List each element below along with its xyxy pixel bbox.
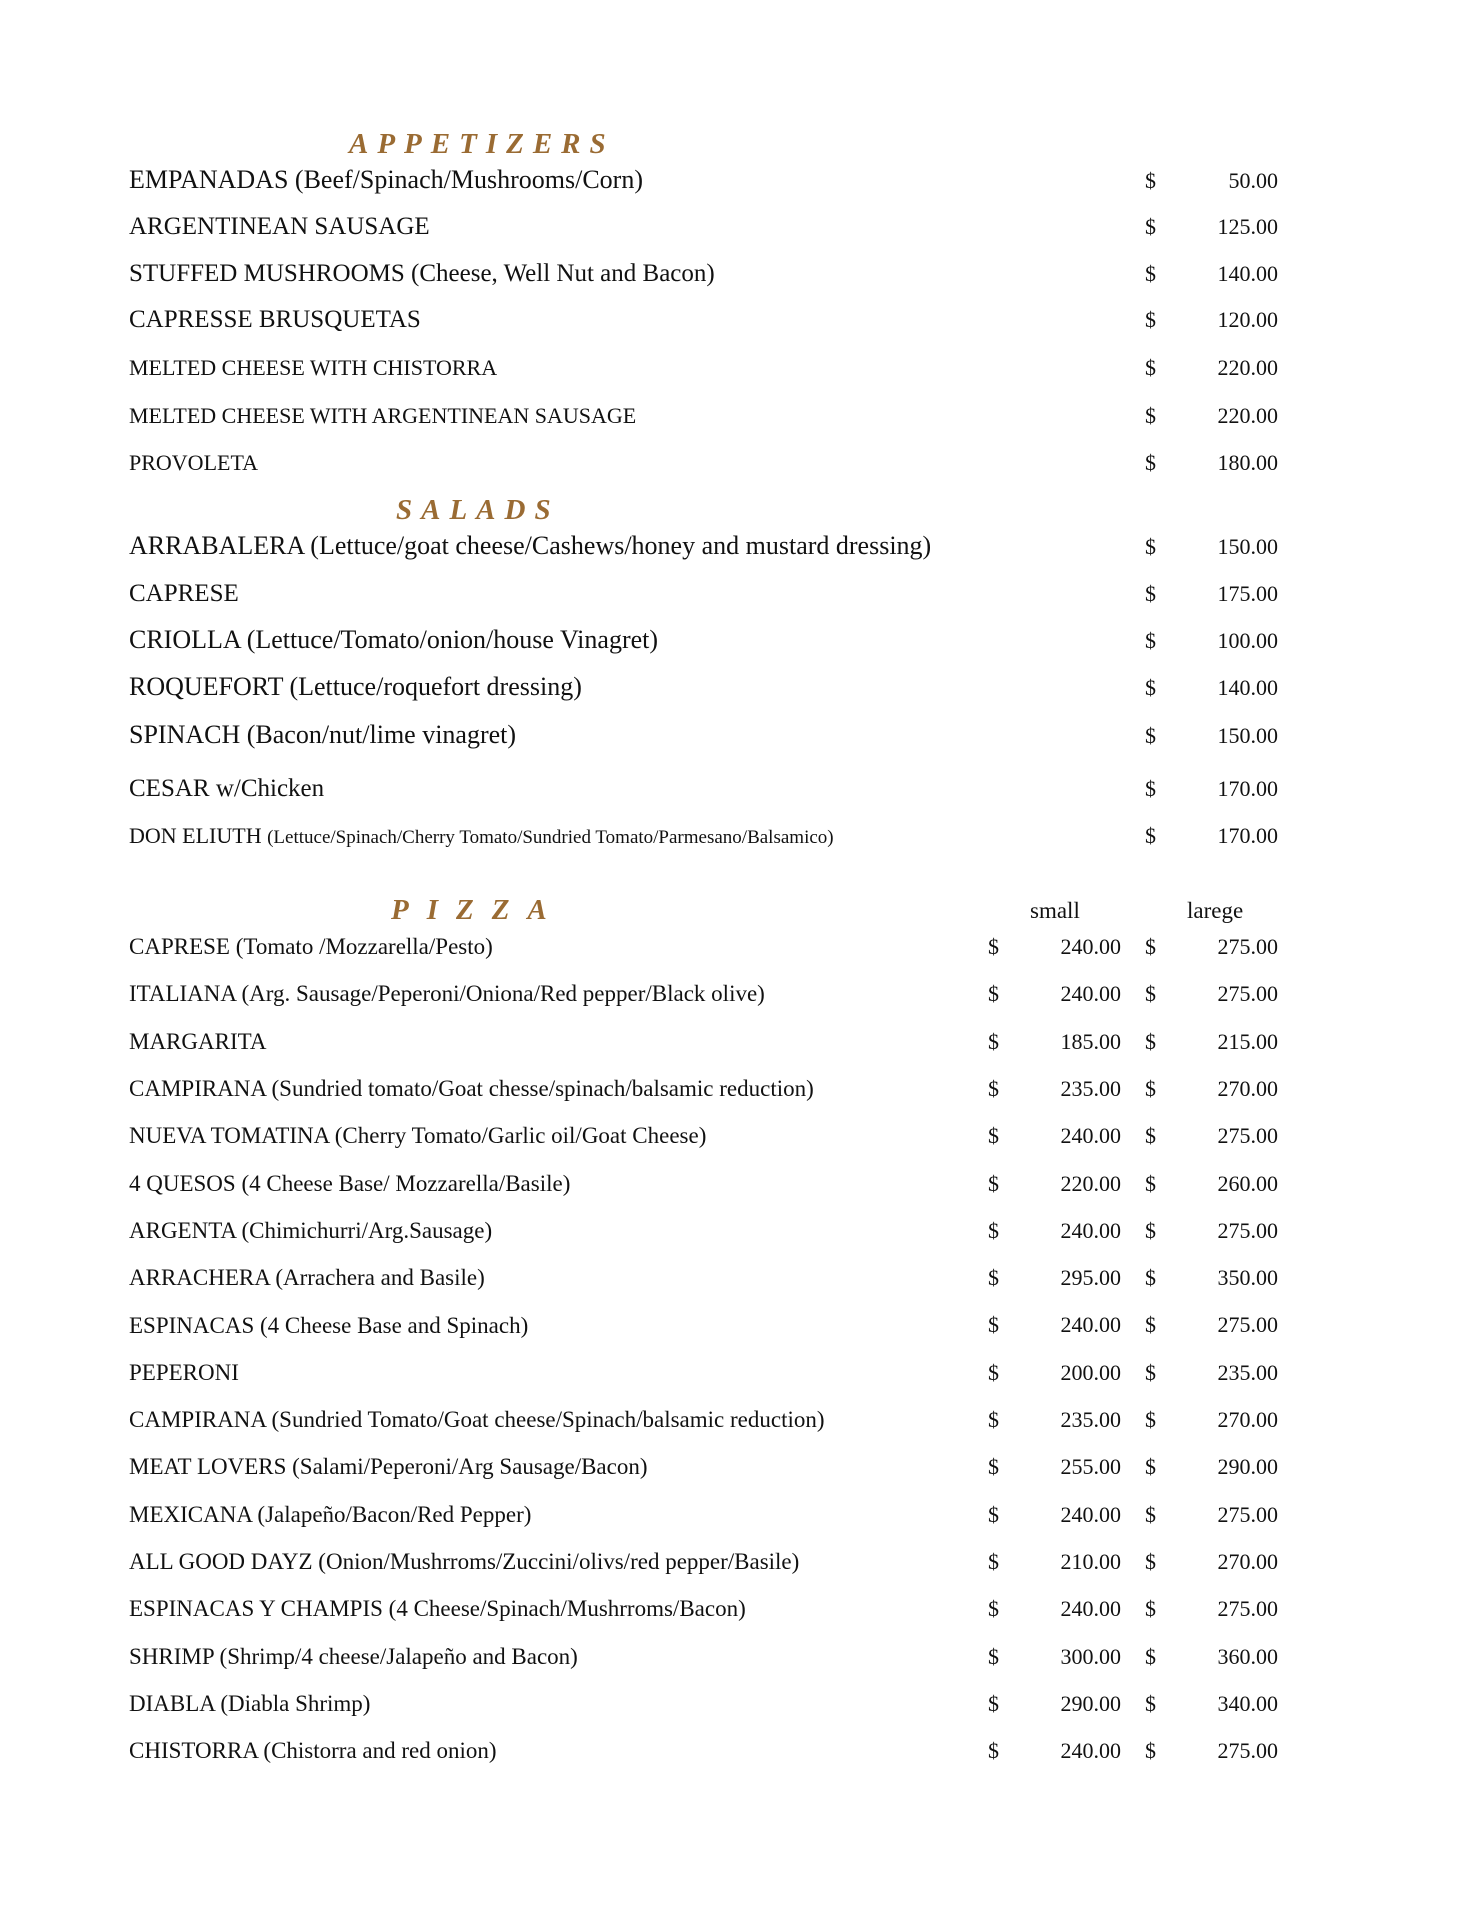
pizza-large-price: 275.00: [1217, 934, 1278, 959]
item-price: 220.00: [1217, 403, 1278, 428]
pizza-item-name: ITALIANA (Arg. Sausage/Peperoni/Oniona/Red pepper/Black olive): [129, 981, 765, 1007]
menu-item-name: [129, 822, 834, 848]
menu-item-name: MELTED CHEESE WITH ARGENTINEAN SAUSAGE: [129, 402, 637, 428]
pizza-large-price: 275.00: [1217, 1501, 1278, 1527]
currency-symbol: $: [988, 1028, 999, 1054]
menu-item-name: CAPRESE: [129, 579, 239, 607]
currency-symbol: $: [1145, 1312, 1156, 1338]
menu-item-name: PROVOLETA: [129, 449, 259, 475]
pizza-item-name: NUEVA TOMATINA (Cherry Tomato/Garlic oil/Goat Cheese): [129, 1123, 707, 1149]
currency-symbol: $: [1145, 1643, 1156, 1669]
currency-symbol: $: [1145, 1548, 1156, 1574]
pizza-item-name: MARGARITA: [129, 1028, 267, 1054]
currency-symbol: $: [1145, 1454, 1156, 1480]
salads-heading: SALADS: [396, 494, 560, 526]
menu-item-name: STUFFED MUSHROOMS (Cheese, Well Nut and Bacon): [129, 259, 715, 287]
currency-symbol: $: [988, 1454, 999, 1480]
currency-symbol: $: [988, 1170, 999, 1196]
currency-symbol: $: [1145, 1501, 1156, 1527]
pizza-small-price: 240.00: [1060, 1217, 1121, 1243]
pizza-item-name: CHISTORRA (Chistorra and red onion): [129, 1738, 497, 1764]
currency-symbol: $: [1145, 1359, 1156, 1385]
pizza-large-price: 270.00: [1217, 1075, 1278, 1101]
pizza-col-small: small: [1030, 898, 1080, 923]
menu-item-name: MELTED CHEESE WITH CHISTORRA: [129, 354, 498, 380]
menu-item-description: (Lettuce/Spinach/Cherry Tomato/Sundried Tomato/Parmesano/Balsamico): [267, 826, 834, 848]
item-price: 120.00: [1217, 307, 1278, 332]
item-price: 175.00: [1217, 581, 1278, 606]
currency-symbol: $: [1145, 1217, 1156, 1243]
pizza-large-price: 235.00: [1217, 1359, 1278, 1385]
currency-symbol: $: [1145, 1265, 1156, 1291]
pizza-small-price: 295.00: [1060, 1265, 1121, 1291]
pizza-small-price: 185.00: [1060, 1028, 1121, 1054]
currency-symbol: $: [1145, 1028, 1156, 1054]
pizza-large-price: 270.00: [1217, 1407, 1278, 1432]
pizza-item-name: PEPERONI: [129, 1359, 239, 1385]
menu-item-name: CAPRESSE BRUSQUETAS: [129, 305, 421, 333]
appetizers-heading: APPETIZERS: [349, 128, 615, 160]
currency-symbol: $: [1145, 1738, 1156, 1764]
menu-item-name: CRIOLLA (Lettuce/Tomato/onion/house Vinagret): [129, 624, 659, 654]
pizza-large-price: 340.00: [1217, 1690, 1278, 1716]
pizza-small-price: 240.00: [1060, 1501, 1121, 1527]
menu-item-name: ROQUEFORT (Lettuce/roquefort dressing): [129, 671, 582, 701]
pizza-large-price: 275.00: [1217, 1217, 1278, 1243]
pizza-small-price: 200.00: [1060, 1359, 1121, 1385]
pizza-item-name: ESPINACAS (4 Cheese Base and Spinach): [129, 1312, 529, 1338]
pizza-item-name: CAMPIRANA (Sundried Tomato/Goat cheese/Spinach/balsamic reduction): [129, 1407, 825, 1433]
currency-symbol: $: [1145, 534, 1156, 559]
pizza-item-name: ESPINACAS Y CHAMPIS (4 Cheese/Spinach/Mushrroms/Bacon): [129, 1596, 746, 1622]
currency-symbol: $: [988, 981, 999, 1007]
pizza-large-price: 275.00: [1217, 1312, 1278, 1338]
currency-symbol: $: [988, 1123, 999, 1149]
pizza-small-price: 240.00: [1060, 1738, 1121, 1764]
pizza-col-large: larege: [1187, 898, 1244, 923]
pizza-item-name: ALL GOOD DAYZ (Onion/Mushrroms/Zuccini/olivs/red pepper/Basile): [129, 1549, 800, 1575]
pizza-small-price: 300.00: [1060, 1643, 1121, 1669]
menu-item-name: ARGENTINEAN SAUSAGE: [129, 212, 430, 240]
pizza-large-price: 290.00: [1217, 1454, 1278, 1480]
currency-symbol: $: [988, 1596, 999, 1622]
pizza-small-price: 255.00: [1060, 1454, 1121, 1480]
item-price: 100.00: [1217, 628, 1278, 653]
currency-symbol: $: [1145, 1407, 1156, 1432]
pizza-small-price: 210.00: [1060, 1548, 1121, 1574]
pizza-large-price: 215.00: [1217, 1028, 1278, 1054]
pizza-small-price: 240.00: [1060, 934, 1121, 959]
currency-symbol: $: [988, 934, 999, 959]
item-price: 180.00: [1217, 450, 1278, 475]
item-price: 140.00: [1217, 675, 1278, 700]
currency-symbol: $: [1145, 823, 1156, 848]
currency-symbol: $: [1145, 1170, 1156, 1196]
pizza-item-name: 4 QUESOS (4 Cheese Base/ Mozzarella/Basile): [129, 1170, 571, 1196]
pizza-large-price: 260.00: [1217, 1170, 1278, 1196]
pizza-item-name: DIABLA (Diabla Shrimp): [129, 1690, 371, 1716]
currency-symbol: $: [1145, 628, 1156, 653]
item-price: 50.00: [1228, 168, 1278, 193]
currency-symbol: $: [988, 1548, 999, 1574]
currency-symbol: $: [988, 1501, 999, 1527]
currency-symbol: $: [1145, 1123, 1156, 1149]
currency-symbol: $: [988, 1690, 999, 1716]
pizza-large-price: 350.00: [1217, 1265, 1278, 1291]
pizza-large-price: 275.00: [1217, 1596, 1278, 1622]
pizza-large-price: 275.00: [1217, 1738, 1278, 1764]
pizza-large-price: 360.00: [1217, 1643, 1278, 1669]
pizza-small-price: 240.00: [1060, 1596, 1121, 1622]
currency-symbol: $: [1145, 355, 1156, 380]
currency-symbol: $: [1145, 723, 1156, 748]
pizza-item-name: SHRIMP (Shrimp/4 cheese/Jalapeño and Bacon): [129, 1643, 578, 1669]
currency-symbol: $: [988, 1643, 999, 1669]
menu-item-name: SPINACH (Bacon/nut/lime vinagret): [129, 719, 517, 749]
item-price: 170.00: [1217, 823, 1278, 848]
currency-symbol: $: [1145, 675, 1156, 700]
currency-symbol: $: [1145, 581, 1156, 606]
currency-symbol: $: [1145, 934, 1156, 959]
pizza-small-price: 235.00: [1060, 1407, 1121, 1432]
pizza-large-price: 275.00: [1217, 1123, 1278, 1149]
pizza-item-name: CAMPIRANA (Sundried tomato/Goat chesse/spinach/balsamic reduction): [129, 1076, 814, 1102]
menu-item-title: DON ELIUTH: [129, 822, 262, 848]
currency-symbol: $: [1145, 981, 1156, 1007]
menu-item-name: CESAR w/Chicken: [129, 774, 325, 802]
pizza-small-price: 235.00: [1060, 1075, 1121, 1101]
pizza-small-price: 220.00: [1060, 1170, 1121, 1196]
pizza-item-name: ARGENTA (Chimichurri/Arg.Sausage): [129, 1217, 493, 1243]
currency-symbol: $: [1145, 450, 1156, 475]
currency-symbol: $: [1145, 1690, 1156, 1716]
item-price: 150.00: [1217, 534, 1278, 559]
pizza-large-price: 275.00: [1217, 981, 1278, 1007]
item-price: 170.00: [1217, 776, 1278, 801]
currency-symbol: $: [988, 1312, 999, 1338]
currency-symbol: $: [988, 1359, 999, 1385]
pizza-item-name: MEAT LOVERS (Salami/Peperoni/Arg Sausage/Bacon): [129, 1454, 648, 1480]
pizza-small-price: 240.00: [1060, 1312, 1121, 1338]
pizza-item-name: CAPRESE (Tomato /Mozzarella/Pesto): [129, 934, 493, 960]
currency-symbol: $: [988, 1407, 999, 1432]
currency-symbol: $: [988, 1217, 999, 1243]
currency-symbol: $: [1145, 307, 1156, 332]
currency-symbol: $: [1145, 214, 1156, 239]
currency-symbol: $: [988, 1075, 999, 1101]
menu-item-name: ARRABALERA (Lettuce/goat cheese/Cashews/honey and mustard dressing): [129, 530, 932, 560]
pizza-small-price: 240.00: [1060, 981, 1121, 1007]
currency-symbol: $: [1145, 403, 1156, 428]
pizza-large-price: 270.00: [1217, 1548, 1278, 1574]
item-price: 140.00: [1217, 261, 1278, 286]
item-price: 220.00: [1217, 355, 1278, 380]
currency-symbol: $: [1145, 168, 1156, 193]
currency-symbol: $: [988, 1265, 999, 1291]
pizza-small-price: 290.00: [1060, 1690, 1121, 1716]
pizza-small-price: 240.00: [1060, 1123, 1121, 1149]
item-price: 150.00: [1217, 723, 1278, 748]
currency-symbol: $: [1145, 1075, 1156, 1101]
currency-symbol: $: [988, 1738, 999, 1764]
pizza-item-name: MEXICANA (Jalapeño/Bacon/Red Pepper): [129, 1501, 532, 1527]
currency-symbol: $: [1145, 261, 1156, 286]
pizza-item-name: ARRACHERA (Arrachera and Basile): [129, 1265, 485, 1291]
item-price: 125.00: [1217, 214, 1278, 239]
menu-item-name: EMPANADAS (Beef/Spinach/Mushrooms/Corn): [129, 164, 643, 194]
currency-symbol: $: [1145, 1596, 1156, 1622]
currency-symbol: $: [1145, 776, 1156, 801]
pizza-heading: PIZZA: [391, 894, 565, 926]
